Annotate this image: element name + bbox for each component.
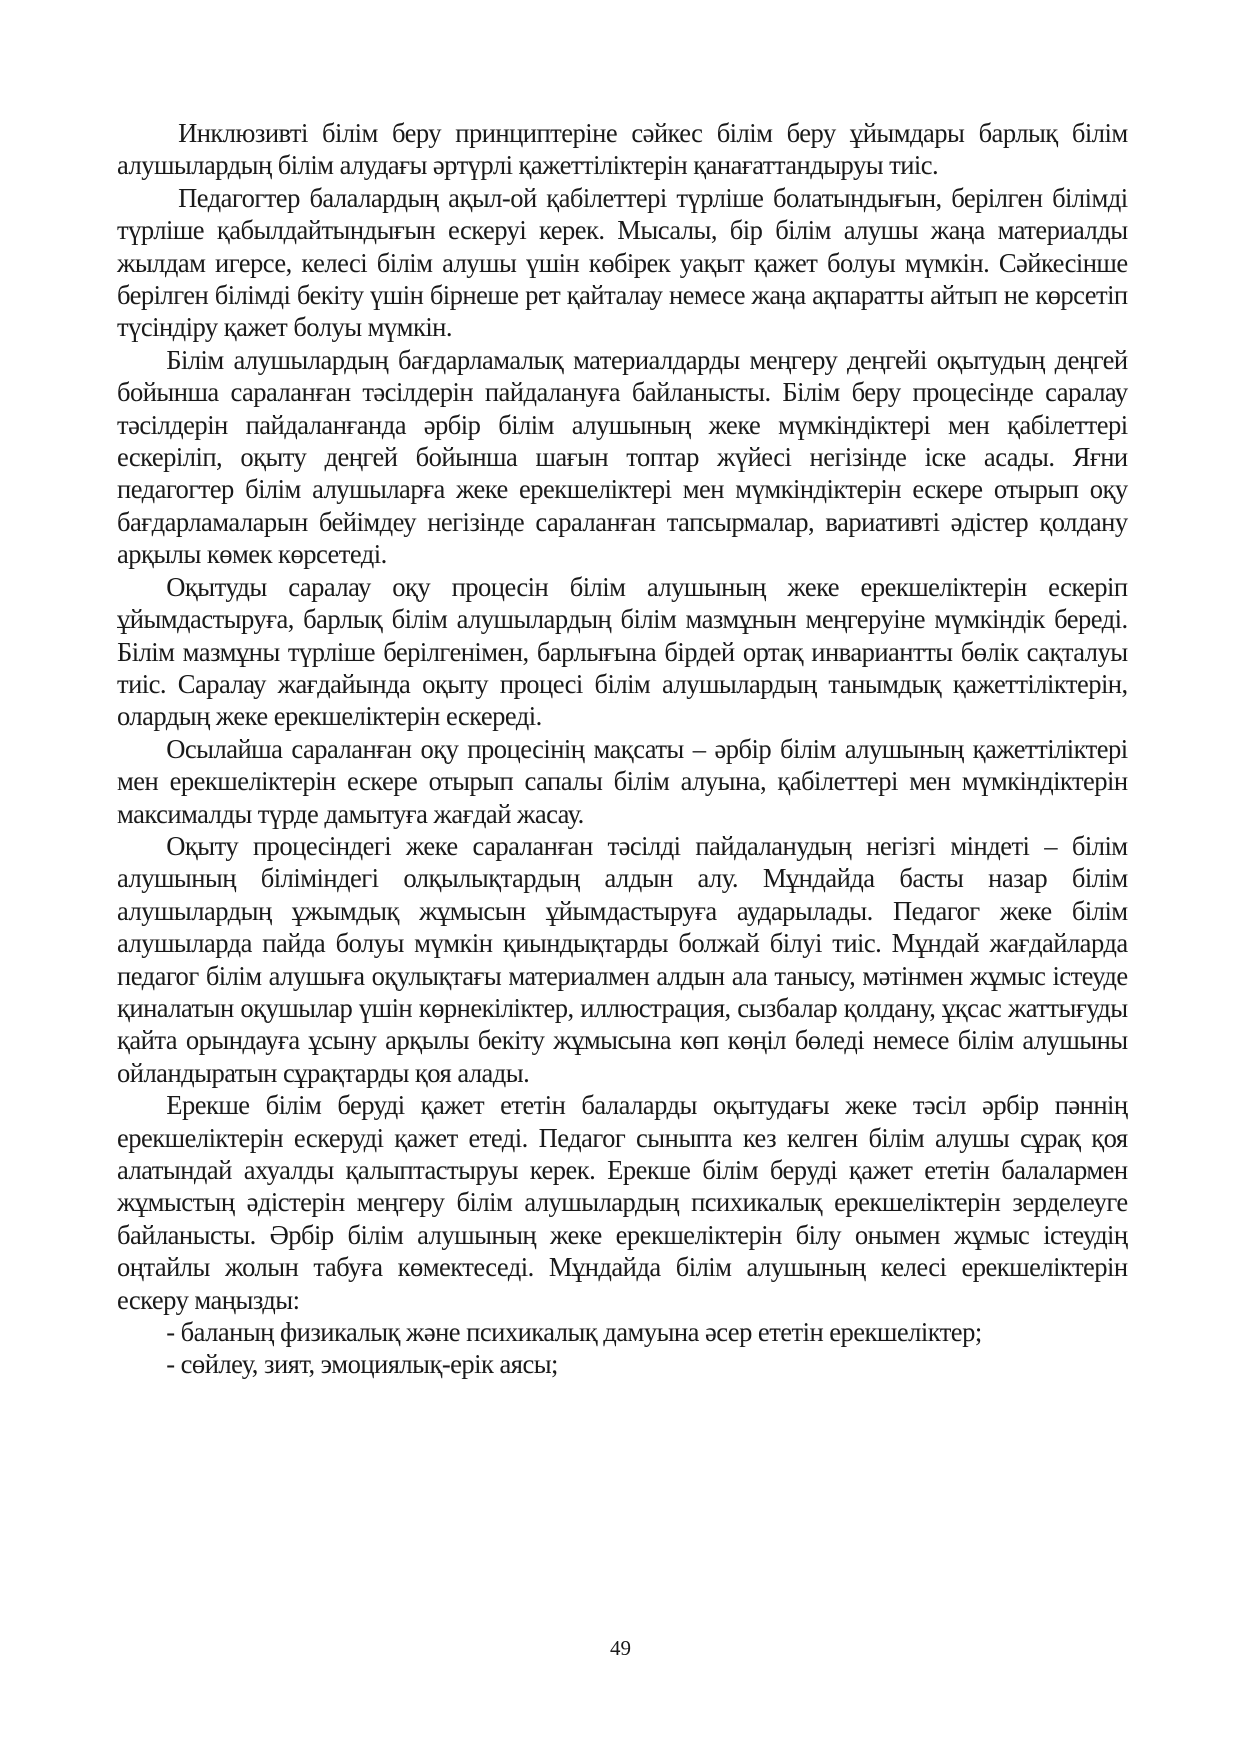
page-number: 49 bbox=[610, 1636, 631, 1660]
paragraph-differentiated-methods: Білім алушылардың бағдарламалық материалдарды меңгеру деңгейі оқытудың деңгей бойынша сараланған тәсілдерін пайдалануға байланысты. Білім беру процесінде саралау тәсілдерін пайдаланғанда әрбір білім алушының жеке мүмкіндіктері мен қабілеттері ескеріліп, оқыту деңгей бойынша шағын топтар жүйесі негізінде іске асады. Яғни педагогтер білім алушыларға жеке ерекшеліктері мен мүмкіндіктерін ескере отырып оқу бағдарламаларын бейімдеу негізінде сараланған тапсырмалар, вариативті әдістер қолдану арқылы көмек көрсетеді. bbox=[117, 344, 1128, 570]
list-item: - сөйлеу, зият, эмоциялық-ерік аясы; bbox=[166, 1349, 558, 1380]
paragraph-inclusive-education: Инклюзивті білім беру принциптеріне сәйкес білім беру ұйымдары барлық білім алушылардың білім алудағы әртүрлі қажеттіліктерін қанағаттандыруы тиіс. bbox=[117, 118, 1128, 181]
list-item: - баланың физикалық және психикалық дамуына әсер ететін ерекшеліктер; bbox=[166, 1317, 982, 1348]
paragraph-goal: Осылайша сараланған оқу процесінің мақсаты – әрбір білім алушының қажеттіліктері мен ерекшеліктерін ескере отырып сапалы білім алуына, қабілеттері мен мүмкіндіктерін максималды түрде дамытуға жағдай жасау. bbox=[117, 733, 1128, 829]
paragraph-teacher-abilities: Педагогтер балалардың ақыл-ой қабілеттері түрліше болатындығын, берілген білімді түрліше қабылдайтындығын ескеруі керек. Мысалы, бір білім алушы жаңа материалды жылдам игерсе, келесі білім алушы үшін көбірек уақыт қажет болуы мүмкін. Сәйкесінше берілген білімді бекіту үшін бірнеше рет қайталау немесе жаңа ақпаратты айтып не көрсетіп түсіндіру қажет болуы мүмкін. bbox=[117, 182, 1128, 343]
paragraph-individual-approach: Оқыту процесіндегі жеке сараланған тәсілді пайдаланудың негізгі міндеті – білім алушының біліміндегі олқылықтардың алдын алу. Мұндайда басты назар білім алушылардың ұжымдық жұмысын ұйымдастыруға аударылады. Педагог жеке білім алушыларда пайда болуы мүмкін қиындықтарды болжай білуі тиіс. Мұндай жағдайларда педагог білім алушыға оқулықтағы материалмен алдын ала танысу, мәтінмен жұмыс істеуде қиналатын оқушылар үшін көрнекіліктер, иллюстрация, сызбалар қолдану, ұқсас жаттығуды қайта орындауға ұсыну арқылы бекіту жұмысына көп көңіл бөледі немесе білім алушыны ойландыратын сұрақтарды қоя алады. bbox=[117, 830, 1128, 1088]
paragraph-special-education: Ерекше білім беруді қажет ететін балаларды оқытудағы жеке тәсіл әрбір пәннің ерекшеліктерін ескеруді қажет етеді. Педагог сыныпта кез келген білім алушы сұрақ қоя алатындай ахуалды қалыптастыруы керек. Ерекше білім беруді қажет ететін балалармен жұмыстың әдістерін меңгеру білім алушылардың психикалық ерекшеліктерін зерделеуге байланысты. Әрбір білім алушының жеке ерекшеліктерін білу онымен жұмыс істеудің оңтайлы жолын табуға көмектеседі. Мұндайда білім алушының келесі ерекшеліктерін ескеру маңызды: bbox=[117, 1090, 1128, 1315]
document-page bbox=[117, 117, 1128, 1381]
paragraph-differentiation-process: Оқытуды саралау оқу процесін білім алушының жеке ерекшеліктерін ескеріп ұйымдастыруға, барлық білім алушылардың білім мазмұнын меңгеруіне мүмкіндік береді. Білім мазмұны түрліше берілгенімен, барлығына бірдей ортақ инвариантты бөлік сақталуы тиіс. Саралау жағдайында оқыту процесі білім алушылардың танымдық қажеттіліктерін, олардың жеке ерекшеліктерін ескереді. bbox=[117, 571, 1128, 732]
